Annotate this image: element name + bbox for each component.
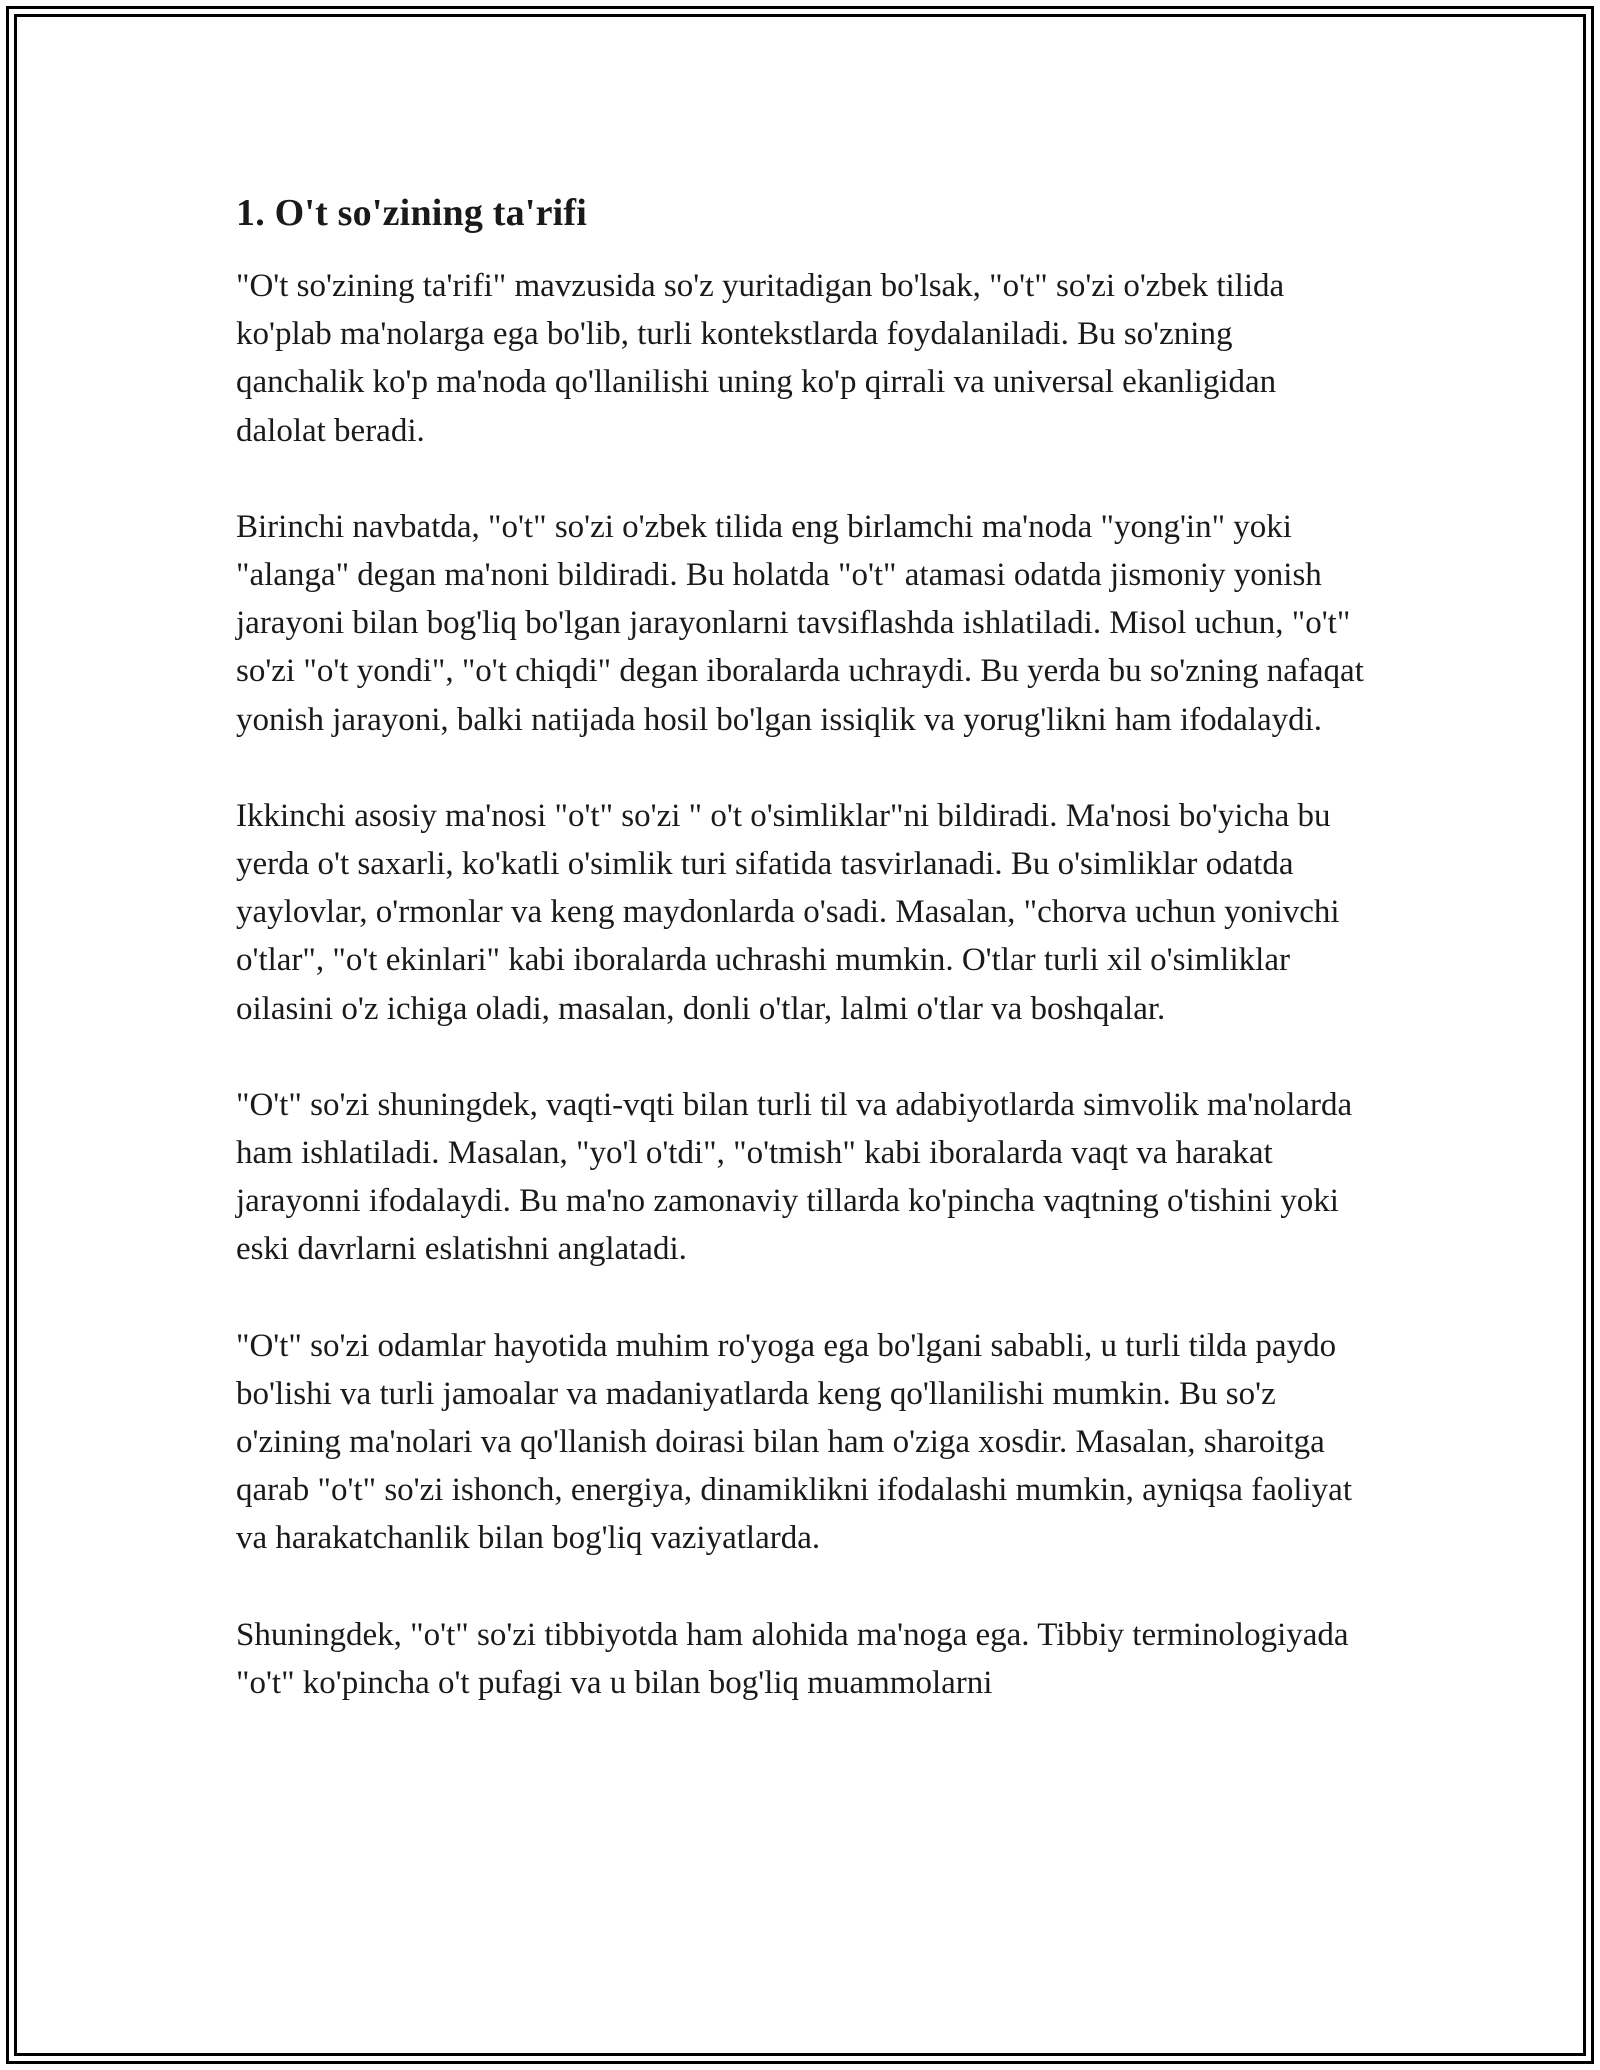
paragraph-2: Birinchi navbatda, "o't" so'zi o'zbek tilida eng birlamchi ma'noda "yong'in" yoki "alanga" degan ma'noni bildiradi. Bu holatda "o't" atamasi odatda jismoniy yonish jarayoni bilan bog'liq bo'lgan jarayonlarni tavsiflashda ishlatiladi. Misol uchun, "o't" so'zi "o't yondi", "o't chiqdi" degan iboralarda uchraydi. Bu yerda bu so'zning nafaqat yonish jarayoni, balki natijada hosil bo'lgan issiqlik va yorug'likni ham ifodalaydi.: [236, 508, 1364, 738]
paragraph-4: "O't" so'zi shuningdek, vaqti-vqti bilan turli til va adabiyotlarda simvolik ma'nolarda ham ishlatiladi. Masalan, "yo'l o'tdi", "o'tmish" kabi iboralarda vaqt va harakat jarayonni ifodalaydi. Bu ma'no zamonaviy tillarda ko'pincha vaqtning o'tishini yoki eski davrlarni eslatishni anglatadi.: [236, 1086, 1353, 1268]
document-body: [236, 184, 1366, 1707]
paragraph-5: "O't" so'zi odamlar hayotida muhim ro'yoga ega bo'lgani sababli, u turli tilda paydo bo'lishi va turli jamoalar va madaniyatlarda keng qo'llanilishi mumkin. Bu so'z o'zining ma'nolari va qo'llanish doirasi bilan ham o'ziga xosdir. Masalan, sharoitga qarab "o't" so'zi ishonch, energiya, dinamiklikni ifodalashi mumkin, ayniqsa faoliyat va harakatchanlik bilan bog'liq vaziyatlarda.: [236, 1327, 1352, 1557]
paragraph-1: "O't so'zining ta'rifi" mavzusida so'z yuritadigan bo'lsak, "o't" so'zi o'zbek tilida ko'plab ma'nolarga ega bo'lib, turli kontekstlarda foydalaniladi. Bu so'zning qanchalik ko'p ma'noda qo'llanilishi uning ko'p qirrali va universal ekanligidan dalolat beradi.: [236, 268, 1285, 449]
paragraph-6: Shuningdek, "o't" so'zi tibbiyotda ham alohida ma'noga ega. Tibbiy terminologiyada "o't" ko'pincha o't pufagi va u bilan bog'liq muammolarni: [236, 1616, 1349, 1701]
paragraph-3: Ikkinchi asosiy ma'nosi "o't" so'zi " o't o'simliklar"ni bildiradi. Ma'nosi bo'yicha bu yerda o't saxarli, ko'katli o'simlik turi sifatida tasvirlanadi. Bu o'simliklar odatda yaylovlar, o'rmonlar va keng maydonlarda o'sadi. Masalan, "chorva uchun yonivchi o'tlar", "o't ekinlari" kabi iboralarda uchrashi mumkin. O'tlar turli xil o'simliklar oilasini o'z ichiga oladi, masalan, donli o'tlar, lalmi o'tlar va boshqalar.: [236, 797, 1340, 1027]
section-heading: 1. O't so'zining ta'rifi: [236, 192, 588, 234]
